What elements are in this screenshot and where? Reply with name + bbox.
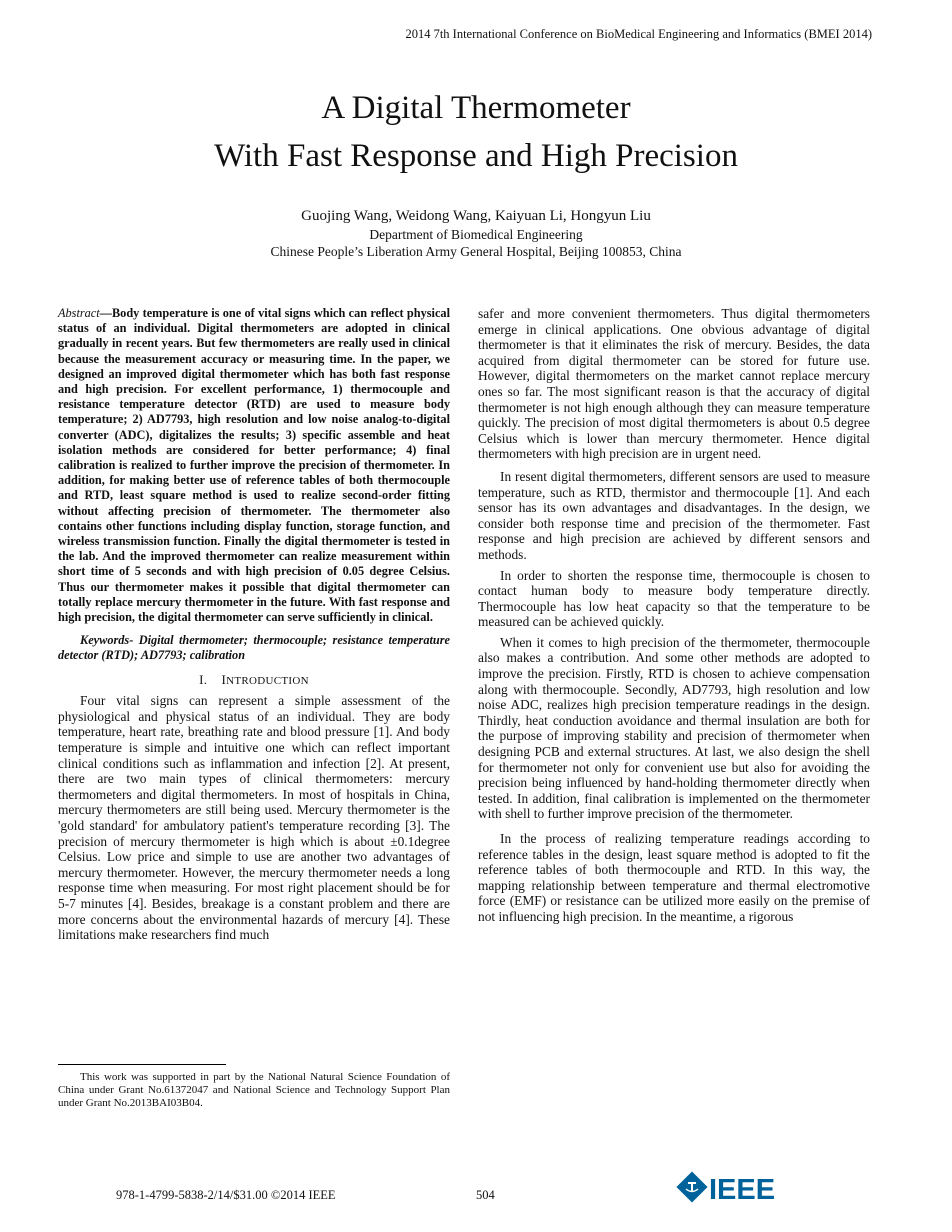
section-title-rest: NTRODUCTION	[226, 674, 309, 687]
body-paragraph: Four vital signs can represent a simple assessment of the physiological and physical status of an individual. They are body temperature, heart rate, breathing rate and blood pressure [1]. And body temperature is simple and intuitive one which can reflect important clinical conditions such as inflammation and infection [2]. At present, there are two main types of clinical thermometers: mercury thermometers and digital thermometers. In most of hospitals in China, mercury thermometers are still being used. Mercury thermometer is the 'gold standard' for ambulatory patient's temperature recording [3]. The precision of mercury thermometer is high which is about ±0.1degree Celsius. Low price and simple to use are another two advantages of mercury thermometer. However, the mercury thermometer needs a long response time when measuring. For most right placement should be for 5-7 minutes [4]. Besides, breakage is a constant problem and there are more concerns about the environmental hazards of mercury [4]. These limitations make researchers find much	[58, 693, 450, 943]
department: Department of Biomedical Engineering	[369, 227, 583, 242]
paper-title	[0, 84, 952, 180]
isbn-copyright: 978-1-4799-5838-2/14/$31.00 ©2014 IEEE	[116, 1188, 336, 1202]
ieee-logo-text: IEEE	[709, 1174, 776, 1206]
affiliation	[0, 226, 952, 260]
title-line-1: A Digital Thermometer	[321, 90, 631, 126]
conference-header: 2014 7th International Conference on BioMedical Engineering and Informatics (BMEI 2014)	[405, 27, 872, 41]
body-paragraph-continued: safer and more convenient thermometers. Thus digital thermometers emerge in clinical applications. One obvious advantage of digital thermometer is that it eliminates the risk of mercury. Besides, the data acquired from digital thermometer can be stored for future use. However, digital thermometers on the market cannot replace mercury ones so far. The most significant reason is that the accuracy of digital thermometer is not high enough although they can measure temperature quickly. The precision of most digital thermometers is about 0.5 degree Celsius which is lower than mercury thermometer. Hence digital thermometers with high precision are in urgent need.	[478, 306, 870, 462]
section-initial: I	[221, 671, 227, 687]
footnote-rule	[58, 1064, 226, 1065]
abstract	[58, 306, 450, 625]
institution: Chinese People’s Liberation Army General Hospital, Beijing 100853, China	[270, 244, 682, 259]
author-list: Guojing Wang, Weidong Wang, Kaiyuan Li, Hongyun Liu	[301, 208, 651, 224]
abstract-text: —Body temperature is one of vital signs which can reflect physical status of an individual. Digital thermometers are adopted in clinical gradually in recent years. But few thermometers are really used in clinical because the measurement accuracy or measuring time. In the paper, we designed an improved digital thermometer which has both fast response and high precision. For excellent performance, 1) thermocouple and resistance temperature detector (RTD) are used to measure body temperature; 2) AD7793, high resolution and low noise analog-to-digital converter (ADC), digitalizes the results; 3) specific assemble and heat isolation methods are considered for better performance; 4) final calibration is realized to further improve the precision of thermometer. In addition, for making better use of reference tables of both thermocouple and RTD, least square method is used to realize second-order fitting without affecting precision of thermometer. The thermometer also contains other functions including display function, storage function, and wireless transmission function. Finally the digital thermometer is tested in the lab. And the improved thermometer can realize measurement within short time of 5 seconds and with high precision of 0.05 degree Celsius. Thus our thermometer makes it possible that digital thermometer can totally replace mercury thermometer in the future. With fast response and high precision, the digital thermometer can serve sufficiently in clinical.	[58, 306, 450, 625]
page-number: 504	[476, 1188, 495, 1202]
section-number: I.	[199, 671, 208, 687]
section-heading-introduction	[58, 672, 450, 690]
right-column	[478, 306, 870, 930]
keywords	[58, 633, 450, 663]
funding-footnote: This work was supported in part by the National Natural Science Foundation of China under Grant No.61372047 and National Science and Technology Support Plan under Grant No.2013BAI03B04.	[58, 1071, 450, 1109]
body-paragraph: In resent digital thermometers, different sensors are used to measure temperature, such as RTD, thermistor and thermocouple [1]. And each sensor has its own advantages and disadvantages. In the design, we consider both response time and precision of the thermometer. Fast response and high precision are achieved by different sensors and methods.	[478, 468, 870, 562]
keywords-text: Digital thermometer; thermocouple; resistance temperature detector (RTD); AD7793; calibration	[58, 633, 450, 663]
body-paragraph: In order to shorten the response time, thermocouple is chosen to contact human body to measure body temperature directly. Thermocouple has low heat capacity so that the temperature to be measured can be achieved quickly.	[478, 567, 870, 630]
ieee-diamond-icon	[676, 1171, 707, 1202]
abstract-label: Abstract	[58, 306, 100, 320]
ieee-logo	[676, 1170, 788, 1206]
keywords-label: Keywords-	[80, 633, 134, 648]
left-column	[58, 306, 450, 948]
body-paragraph: In the process of realizing temperature readings according to reference tables in the design, least square method is adopted to fit the reference tables of both thermocouple and RTD. In this way, the mapping relationship between temperature and thermal electromotive force (EMF) or resistance can be utilized more easily on the premise of not influencing high precision. In the meantime, a rigorous	[478, 831, 870, 924]
body-paragraph: When it comes to high precision of the thermometer, thermocouple also makes a contribution. And some other methods are adopted to improve the precision. Firstly, RTD is chosen to achieve compensation along with thermocouple. Secondly, AD7793, high resolution and low noise ADC, realizes high precision temperature readings in the design. Thirdly, heat conduction avoidance and thermal insulation are both for the purpose of improving stability and precision of thermometer when designing PCB and external structures. At last, we also design the shell for thermometer not only for convenient use but also for avoiding the precision being influenced by hand-holding thermometer directly when tested. In addition, final calibration is implemented on the thermometer with shell to further improve precision of the thermometer.	[478, 634, 870, 822]
title-line-2: With Fast Response and High Precision	[214, 138, 738, 174]
